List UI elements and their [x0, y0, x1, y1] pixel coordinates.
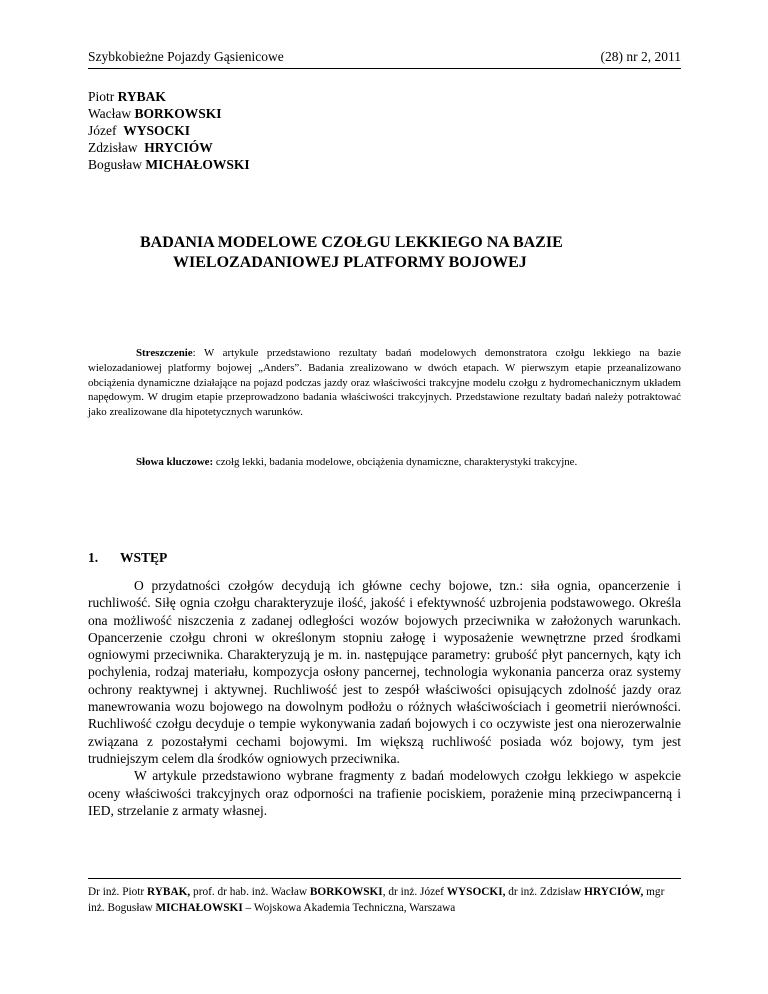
abstract — [88, 346, 681, 420]
section-heading — [88, 550, 167, 566]
issue-number: (28) nr 2, 2011 — [600, 49, 681, 64]
keywords-text: czołg lekki, badania modelowe, obciążenia dynamiczne, charakterystyki trakcyjne. — [213, 456, 578, 468]
keywords — [136, 456, 577, 468]
author: Wacław BORKOWSKI — [88, 106, 222, 121]
section-number: 1. — [88, 550, 99, 565]
paper-title — [140, 233, 640, 273]
abstract-label: Streszczenie — [136, 347, 193, 359]
title-line-2: WIELOZADANIOWEJ PLATFORMY BOJOWEJ — [173, 254, 527, 271]
author-list — [88, 88, 250, 173]
author: Piotr RYBAK — [88, 89, 166, 104]
section-title: WSTĘP — [120, 550, 168, 565]
author: Bogusław MICHAŁOWSKI — [88, 157, 250, 172]
paragraph: O przydatności czołgów decydują ich główne cechy bojowe, tzn.: siła ognia, opancerzenie i ruchliwość. Siłę ognia czołgu charakteryzuje ilość, jakość i efektywność uzbrojenia podstawowego. Określa ona możliwość niszczenia z zadanej odległości wozów bojowych przeciwnika w założonych warunkach. Opancerzenie czołgu chroni w określonym stopniu załogę i wyposażenie wewnętrzne przed środkami ogniowymi przeciwnika. Charakteryzują je m. in. następujące parametry: grubość płyt pancernych, kąty ich pochylenia, rodzaj materiału, kompozycja osłony pancernej, technologia wykonania pancerza oraz systemy ochrony reaktywnej i aktywnej. Ruchliwość jest to zespół właściwości opisujących zdolność jazdy oraz manewrowania wozu bojowego na dowolnym podłożu o różnych właściwościach i geometrii nierówności. Ruchliwość czołgu decyduje o tempie wykonywania zadań bojowych i co oczywiste jest ona nierozerwalnie związana z pozostałymi cechami bojowymi. Im większą ruchliwość posiada wóz bojowy, tym jest trudniejszym celem dla środków ogniowych przeciwnika. — [88, 578, 681, 766]
journal-name: Szybkobieżne Pojazdy Gąsienicowe — [88, 49, 284, 64]
author: Zdzisław HRYCIÓW — [88, 140, 213, 155]
keywords-label: Słowa kluczowe: — [136, 456, 214, 468]
author-affiliation-footnote: Dr inż. Piotr RYBAK, prof. dr hab. inż. Wacław BORKOWSKI, dr inż. Józef WYSOCKI, dr inż. Zdzisław HRYCIÓW, mgr inż. Bogusław MICHAŁOWSKI – Wojskowa Akademia Techniczna, Warszawa — [88, 878, 681, 916]
title-line-1: BADANIA MODELOWE CZOŁGU LEKKIEGO NA BAZIE — [140, 234, 563, 251]
body-text — [88, 577, 681, 819]
paragraph: W artykule przedstawiono wybrane fragmenty z badań modelowych czołgu lekkiego w aspekcie oceny właściwości trakcyjnych oraz odporności na trafienie pociskiem, porażenie miną przeciwpancerną i IED, strzelanie z armaty własnej. — [88, 768, 681, 818]
abstract-text: : W artykule przedstawiono rezultaty badań modelowych demonstratora czołgu lekkiego na bazie wielozadaniowej platformy bojowej „Anders”. Badania zrealizowano w dwóch etapach. W pierwszym etapie przeanalizowano obciążenia dynamiczne działające na pojazd podczas jazdy oraz właściwości trakcyjne modelu czołgu z hydromechanicznym układem napędowym. W drugim etapie przeprowadzono badania właściwości trakcyjnych. Przedstawione rezultaty badań należy potraktować jako zrealizowane dla hipotetycznych warunków. — [88, 347, 681, 419]
author: Józef WYSOCKI — [88, 123, 190, 138]
running-header — [88, 49, 681, 69]
